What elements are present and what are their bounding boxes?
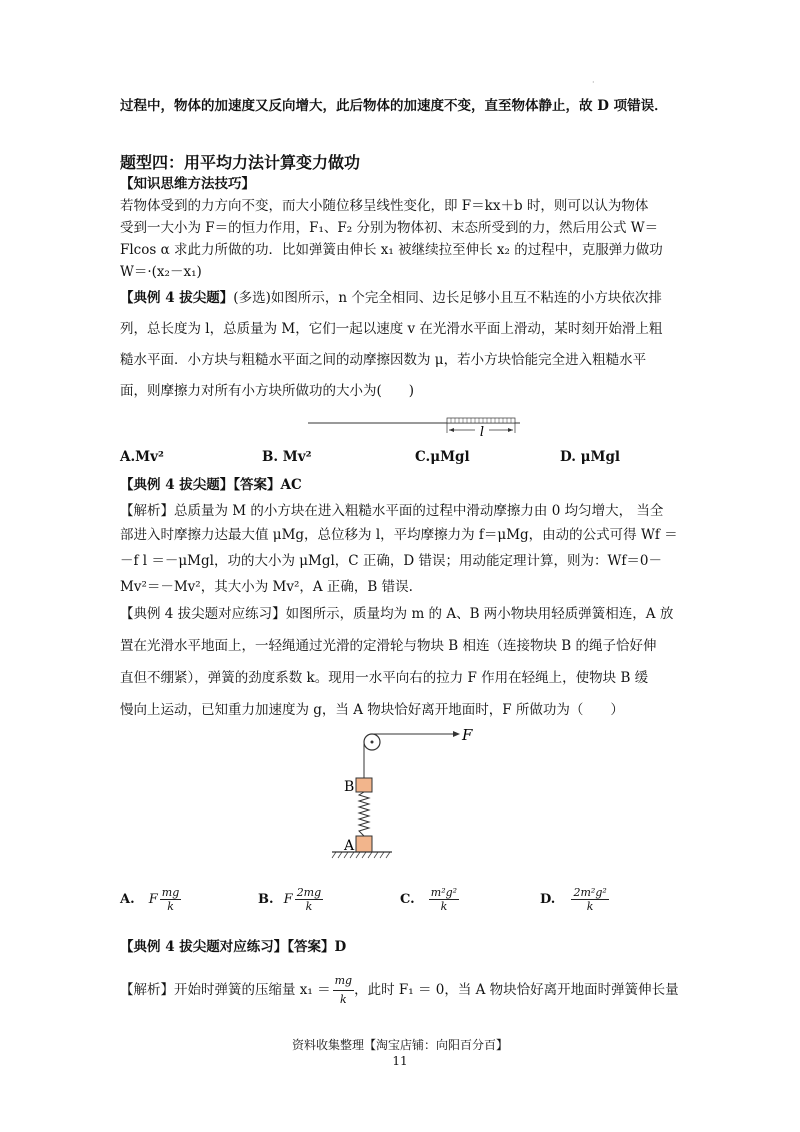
example1-line: 面，则摩擦力对所有小方块所做功的大小为( ) — [120, 383, 415, 399]
option2-b-den: k — [305, 900, 313, 913]
page-number: 11 — [392, 1054, 408, 1068]
option2-b-frac — [295, 886, 323, 913]
method-heading: 【知识思维方法技巧】 — [120, 176, 255, 192]
option2-c-letter: C. — [400, 892, 415, 907]
method-line: 受到一大小为 F＝的恒力作用，F₁、F₂ 分别为物体初、末态所受到的力，然后用公式 W＝ — [120, 220, 659, 236]
example2-line: 置在光滑水平地面上，一轻绳通过光滑的定滑轮与物块 B 相连（连接物块 B 的绳子恰好伸 — [120, 638, 657, 654]
option2-d-frac — [571, 886, 608, 913]
example1-text: (多选)如图所示，n 个完全相同、边长足够小且互不粘连的小方块依次排 — [233, 290, 662, 306]
answer2-prefix: 【解析】开始时弹簧的压缩量 x₁ ＝ — [120, 982, 331, 998]
answer1-line: －f l ＝－μMgl，功的大小为 μMgl，C 正确，D 错误；用动能定理计算，则为：Wf＝0－ — [120, 553, 662, 569]
length-label: l — [479, 425, 485, 439]
answer2-suffix: 当 A 物块恰好离开地面时弹簧伸长量 — [457, 982, 679, 998]
answer2-mid: ，此时 F₁ ＝ 0， — [354, 982, 458, 998]
option2-a-frac — [160, 886, 181, 913]
top-line: 过程中，物体的加速度又反向增大，此后物体的加速度不变，直至物体静止，故 D 项错误． — [120, 98, 668, 114]
option-a: A.Mv² — [120, 449, 164, 465]
option-b: B. Mv² — [262, 449, 312, 465]
option2-b-letter: B. — [258, 892, 274, 907]
option2-d-num: 2m²g² — [573, 886, 607, 899]
option2-a-den: k — [167, 900, 174, 913]
option-d: D. μMgl — [560, 449, 621, 465]
footer-text: 资料收集整理【淘宝店铺：向阳百分百】 — [291, 1038, 508, 1052]
method-line: Flcos α 求此力所做的功．比如弹簧由伸长 x₁ 被继续拉至伸长 x₂ 的过程中，克服弹力做功 — [120, 242, 663, 258]
answer1-line: 【解析】总质量为 M 的小方块在进入粗糙水平面的过程中滑动摩擦力由 0 均匀增大， 当全 — [120, 503, 664, 519]
answer2-frac — [333, 972, 354, 1009]
option2-c-den: k — [440, 900, 448, 913]
option2-c — [400, 886, 459, 913]
option2-c-frac — [429, 886, 459, 913]
answer2-frac-den: k — [340, 993, 347, 1006]
method-line: W＝·(x₂－x₁) — [120, 264, 202, 280]
option2-a-num: mg — [161, 886, 180, 899]
example1-line-1 — [120, 289, 662, 307]
example2-line: 慢向上运动，已知重力加速度为 g，当 A 物块恰好离开地面时，F 所做功为（ ） — [120, 702, 624, 718]
answer1-line: 部进入时摩擦力达最大值 μMg，总位移为 l，平均摩擦力为 f＝μMg，由动的公式可得 Wf ＝ — [120, 527, 678, 543]
option2-d — [540, 886, 609, 913]
option2-a-prefix: F — [148, 892, 158, 907]
option2-a-letter: A. — [120, 892, 135, 907]
option2-b-prefix: F — [283, 892, 293, 907]
option2-a — [120, 886, 181, 913]
answer1-line: Mv²＝－Mv²，其大小为 Mv²，A 正确，B 错误. — [120, 579, 413, 595]
force-arrow — [453, 731, 460, 737]
example1-line: 列，总长度为 l，总质量为 M，它们一起以速度 v 在光滑水平面上滑动，某时刻开始滑上粗 — [120, 321, 663, 337]
example2-line: 直但不绷紧），弹簧的劲度系数 k。现用一水平向右的拉力 F 作用在轻绳上，使物块 B 缓 — [120, 670, 649, 686]
answer2-heading: 【典例 4 拔尖题对应练习】【答案】D — [120, 939, 347, 955]
blocks-figure — [308, 413, 520, 439]
option-c: C.μMgl — [415, 449, 470, 465]
option2-b-num: 2mg — [296, 886, 322, 899]
block-a-label: A — [344, 838, 355, 854]
option2-c-num: m²g² — [430, 886, 458, 899]
example1-heading: 【典例 4 拔尖题】 — [120, 290, 234, 306]
block-a — [356, 836, 372, 852]
block-b — [356, 778, 372, 792]
example2-line: 【典例 4 拔尖题对应练习】如图所示，质量均为 m 的 A、B 两小物块用轻质弹簧相连，A 放 — [120, 606, 674, 622]
method-line: 若物体受到的力方向不变，而大小随位移呈线性变化，即 F＝kx＋b 时，则可以认为物体 — [120, 198, 649, 214]
scan-dot: · — [592, 78, 595, 87]
option2-d-den: k — [586, 900, 594, 913]
pulley-spring-figure — [326, 726, 486, 862]
block-b-label: B — [344, 779, 355, 795]
example1-line: 糙水平面．小方块与粗糙水平面之间的动摩擦因数为 μ，若小方块恰能完全进入粗糙水平 — [120, 352, 647, 368]
force-label: F — [462, 726, 473, 744]
answer2-line — [120, 972, 679, 1009]
answer2-frac-num: mg — [333, 972, 354, 991]
spring — [359, 792, 369, 836]
option2-b — [258, 886, 323, 913]
option2-d-letter: D. — [540, 892, 556, 907]
answer1-heading: 【典例 4 拔尖题】【答案】AC — [120, 477, 302, 493]
section-title: 题型四：用平均力法计算变力做功 — [120, 153, 361, 172]
